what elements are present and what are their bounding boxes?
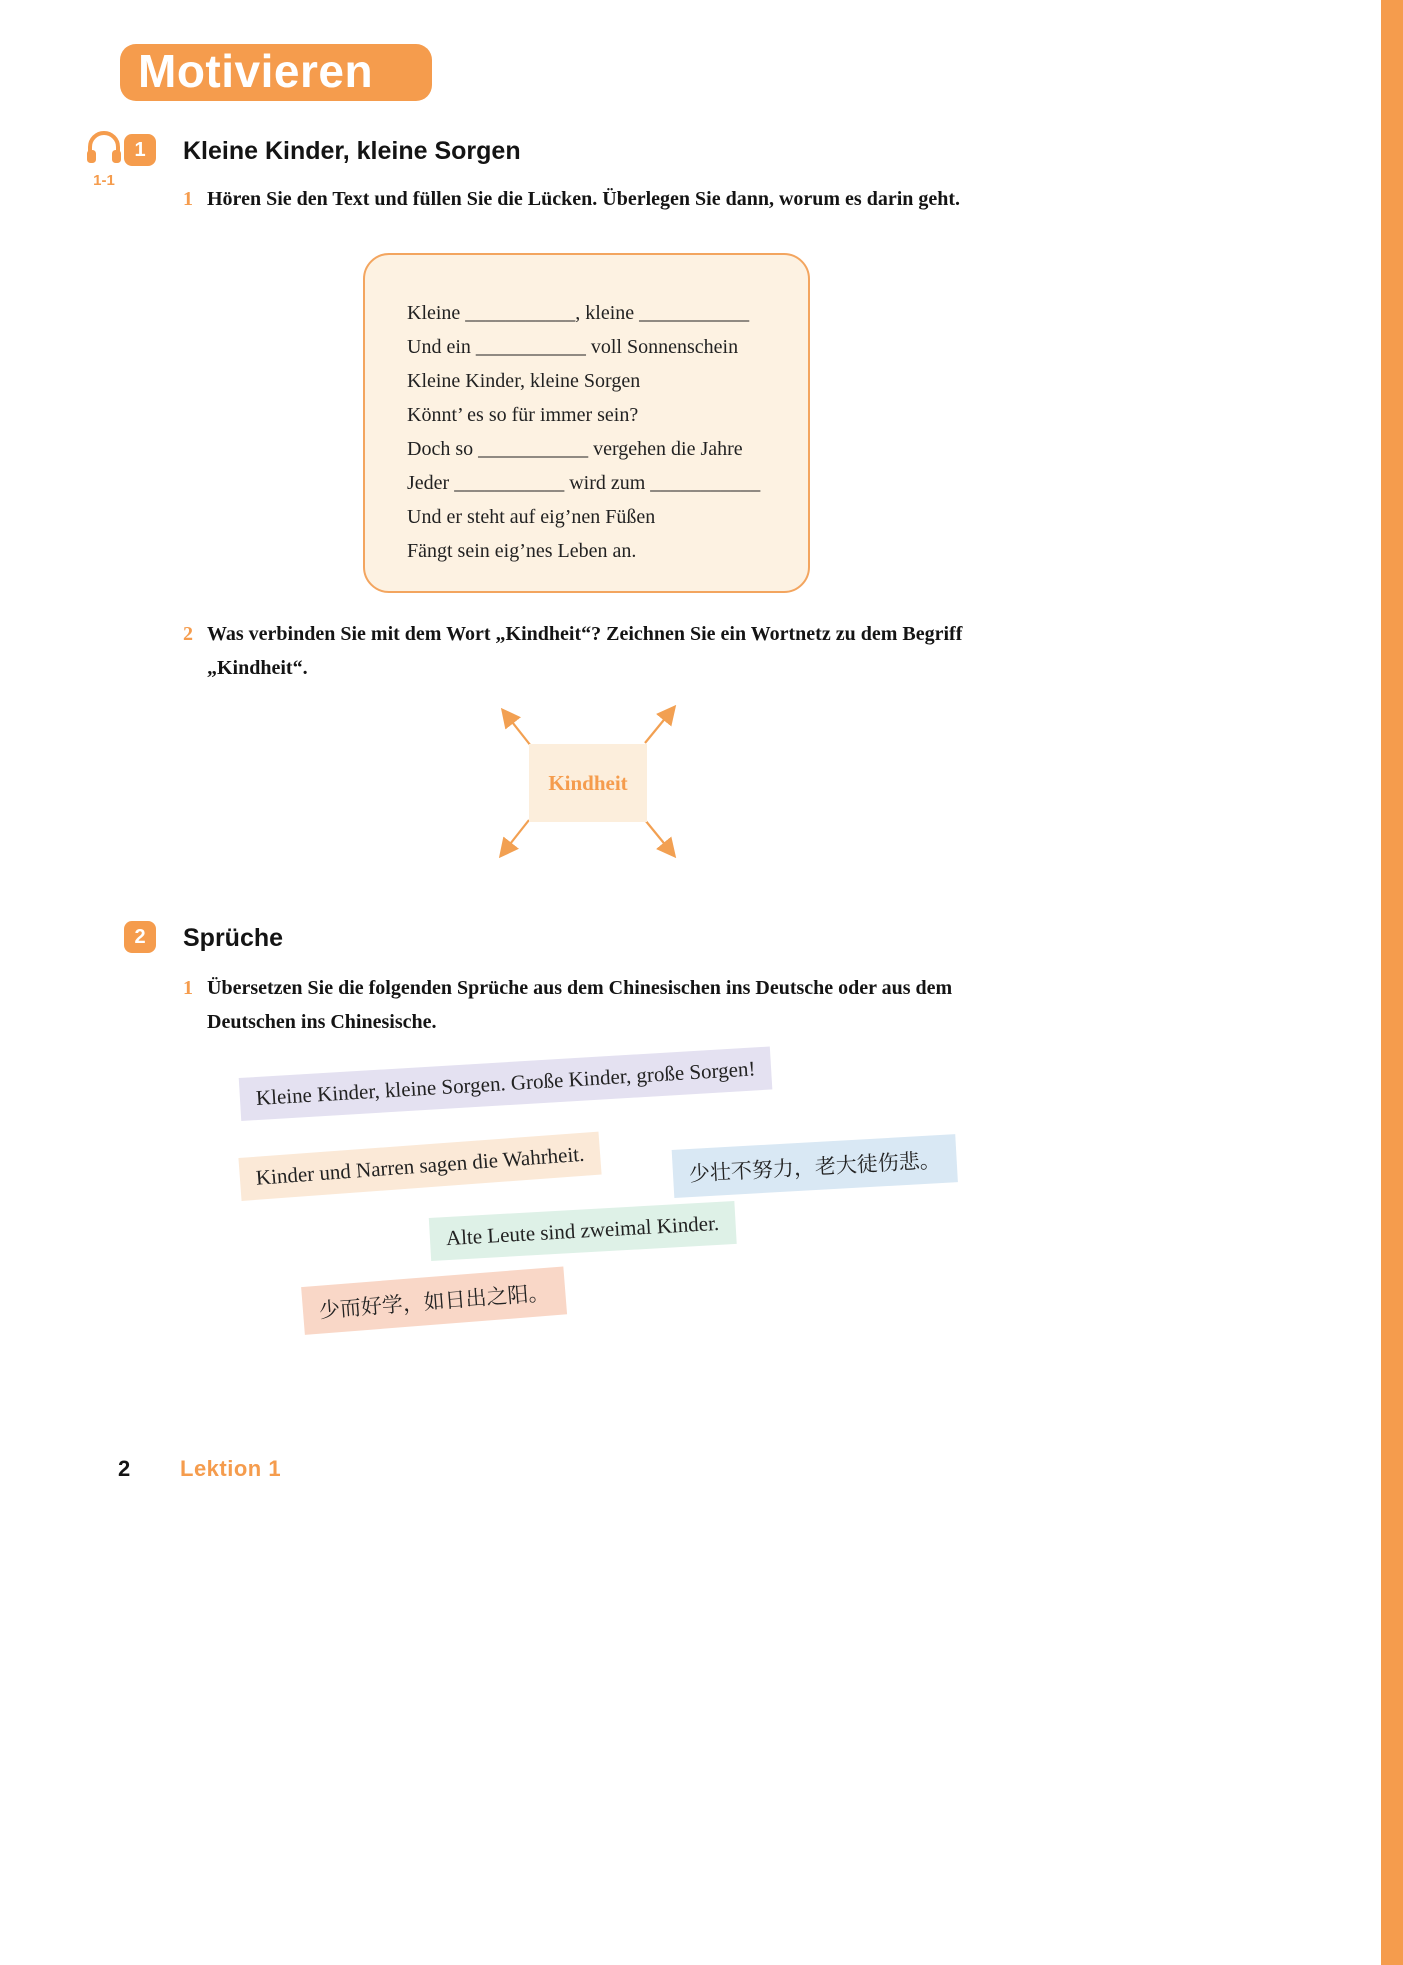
audio-indicator bbox=[82, 131, 126, 189]
lyrics-box bbox=[363, 253, 810, 593]
exercise-1-2 bbox=[183, 617, 978, 685]
audio-track-label: 1-1 bbox=[93, 172, 115, 189]
section-1-title: Kleine Kinder, kleine Sorgen bbox=[183, 137, 521, 165]
footer-lesson-label: Lektion 1 bbox=[180, 1456, 282, 1481]
proverb-strip: Kinder und Narren sagen die Wahrheit. bbox=[238, 1132, 601, 1201]
lyric-line: Könnt’ es so für immer sein? bbox=[407, 404, 639, 426]
exercise-number: 1 bbox=[183, 188, 193, 210]
lyric-line: Und er steht auf eig’nen Füßen bbox=[407, 506, 656, 528]
banner-title: Motivieren bbox=[138, 44, 374, 97]
lyric-line: Und ein ___________ voll Sonnenschein bbox=[407, 336, 739, 358]
exercise-text: Hören Sie den Text und füllen Sie die Lücken. Überlegen Sie dann, worum es darin geht. bbox=[207, 188, 961, 210]
lyric-line: Fängt sein eig’nes Leben an. bbox=[407, 540, 637, 562]
footer-page-number: 2 bbox=[118, 1456, 131, 1481]
exercise-1-1 bbox=[183, 182, 978, 216]
lyric-line: Jeder ___________ wird zum ___________ bbox=[407, 472, 761, 494]
proverb-strip: 少而好学，如日出之阳。 bbox=[301, 1266, 567, 1334]
banner bbox=[120, 44, 432, 101]
exercise-text: Was verbinden Sie mit dem Wort „Kindheit“? Zeichnen Sie ein Wortnetz zu dem Begriff „Kindheit“. bbox=[207, 623, 963, 679]
exercise-text: Übersetzen Sie die folgenden Sprüche aus dem Chinesischen ins Deutsche oder aus dem Deutschen ins Chinesische. bbox=[207, 977, 953, 1033]
headphones-icon bbox=[84, 131, 124, 165]
exercise-number: 2 bbox=[183, 623, 193, 645]
section-1-badge: 1 bbox=[124, 134, 156, 166]
lyric-line: Doch so ___________ vergehen die Jahre bbox=[407, 438, 743, 460]
page-edge-bar bbox=[1381, 0, 1403, 1965]
lyric-line: Kleine ___________, kleine ___________ bbox=[407, 302, 750, 324]
section-2-badge: 2 bbox=[124, 921, 156, 953]
wordnet-center-box: Kindheit bbox=[529, 744, 647, 822]
lyric-line: Kleine Kinder, kleine Sorgen bbox=[407, 370, 641, 392]
proverb-strip: Kleine Kinder, kleine Sorgen. Große Kinder, große Sorgen! bbox=[239, 1046, 773, 1120]
exercise-2-1 bbox=[183, 971, 983, 1039]
proverb-strip: Alte Leute sind zweimal Kinder. bbox=[429, 1201, 736, 1261]
proverb-strip: 少壮不努力，老大徒伤悲。 bbox=[672, 1134, 958, 1198]
section-2-title: Sprüche bbox=[183, 924, 284, 952]
exercise-number: 1 bbox=[183, 977, 193, 999]
